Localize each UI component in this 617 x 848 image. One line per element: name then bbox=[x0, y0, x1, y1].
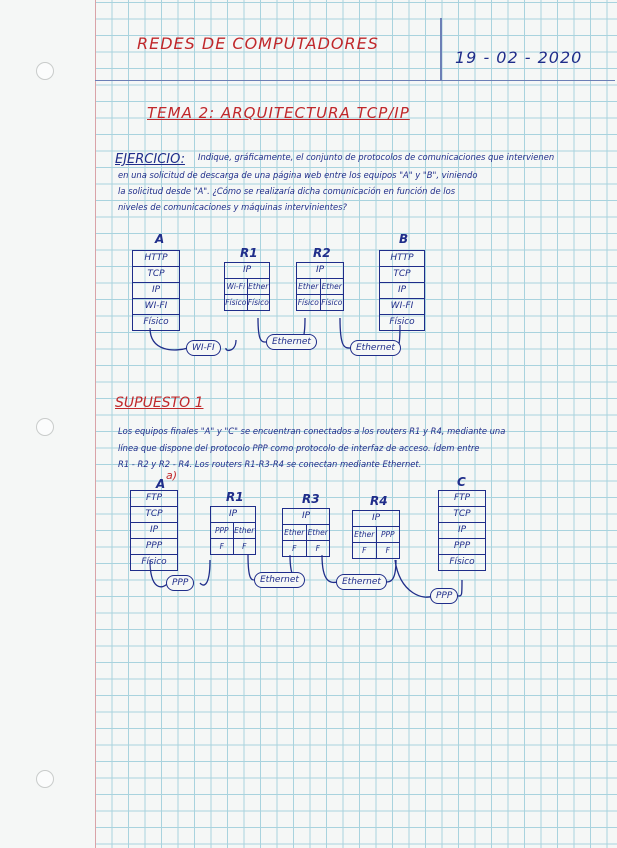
layer-cell: IP bbox=[297, 263, 343, 279]
exercise-line: la solicitud desde "A". ¿Cómo se realizaría dicha comunicación en función de los bbox=[118, 186, 456, 196]
layer-cell: Físico bbox=[141, 557, 167, 567]
supuesto-line: línea que dispone del protocolo PPP como protocolo de interfaz de acceso. Ídem entre bbox=[118, 443, 480, 453]
protocol-stack-a bbox=[132, 250, 180, 331]
link-pill: Ethernet bbox=[266, 334, 317, 350]
layer-cell: WI-FI bbox=[380, 299, 424, 315]
exercise-line: niveles de comunicaciones y máquinas intervinientes? bbox=[118, 202, 347, 212]
router-label: R3 bbox=[302, 492, 320, 506]
layer-cell: Físico bbox=[449, 557, 475, 567]
layer-split bbox=[211, 523, 255, 539]
layer-split bbox=[353, 527, 399, 543]
link-pill: Ethernet bbox=[336, 574, 387, 590]
layer-cell: FTP bbox=[131, 491, 177, 507]
layer-cell: Ether bbox=[321, 282, 342, 291]
layer-cell: FTP bbox=[439, 491, 485, 507]
layer-split bbox=[211, 539, 255, 554]
layer-cell: PPP bbox=[211, 523, 234, 538]
router-label: R1 bbox=[226, 490, 244, 504]
layer-split bbox=[283, 525, 329, 541]
layer-cell: Ether bbox=[307, 528, 328, 537]
layer-cell: TCP bbox=[131, 507, 177, 523]
layer-cell: IP bbox=[133, 283, 179, 299]
protocol-stack-b bbox=[379, 250, 425, 331]
layer-split bbox=[283, 541, 329, 556]
course-title: REDES DE COMPUTADORES bbox=[137, 34, 379, 53]
layer-cell: WI-FI bbox=[133, 299, 179, 315]
layer-cell: Físico bbox=[321, 298, 343, 307]
layer-cell: IP bbox=[380, 283, 424, 299]
layer-cell: Ether bbox=[297, 279, 321, 294]
layer-cell: Físico bbox=[247, 298, 269, 307]
subpart-label: a) bbox=[166, 469, 178, 482]
layer-split bbox=[225, 279, 269, 295]
host-label: C bbox=[457, 475, 466, 489]
router-label: R2 bbox=[313, 246, 331, 260]
router-label: R4 bbox=[370, 494, 388, 508]
layer-cell: Físico bbox=[225, 295, 248, 310]
layer-cell: IP bbox=[211, 507, 255, 523]
layer-cell: PPP bbox=[380, 530, 395, 539]
layer-cell: HTTP bbox=[133, 251, 179, 267]
layer-cell: IP bbox=[439, 523, 485, 539]
layer-cell: Ether bbox=[283, 525, 307, 540]
router-stack-r1 bbox=[224, 262, 270, 311]
layer-cell: IP bbox=[131, 523, 177, 539]
host-label: A bbox=[155, 232, 165, 246]
layer-split bbox=[297, 295, 343, 310]
layer-cell: PPP bbox=[131, 539, 177, 555]
layer-cell: PPP bbox=[439, 539, 485, 555]
supuesto-label: SUPUESTO 1 bbox=[115, 395, 204, 411]
layer-cell: F bbox=[242, 542, 247, 551]
layer-cell: Ether bbox=[248, 282, 269, 291]
link-pill: Ethernet bbox=[254, 572, 305, 588]
topic-title: TEMA 2: ARQUITECTURA TCP/IP bbox=[147, 104, 410, 122]
layer-cell: IP bbox=[283, 509, 329, 525]
layer-cell: HTTP bbox=[380, 251, 424, 267]
layer-cell: F bbox=[211, 539, 234, 554]
layer-cell: IP bbox=[225, 263, 269, 279]
layer-cell: F bbox=[283, 541, 307, 556]
supuesto-line: Los equipos finales "A" y "C" se encuentran conectados a los routers R1 y R4, mediante una bbox=[118, 426, 506, 436]
exercise-line: Indique, gráficamente, el conjunto de protocolos de comunicaciones que intervienen bbox=[198, 152, 555, 162]
link-pill: PPP bbox=[166, 575, 194, 591]
layer-split bbox=[297, 279, 343, 295]
layer-cell: Físico bbox=[389, 317, 415, 327]
router-label: R1 bbox=[240, 246, 258, 260]
host-label: B bbox=[399, 232, 409, 246]
link-pill: Ethernet bbox=[350, 340, 401, 356]
layer-cell: Físico bbox=[297, 295, 321, 310]
link-pill: WI-FI bbox=[186, 340, 221, 356]
protocol-stack-a2 bbox=[130, 490, 178, 571]
host-label: A bbox=[156, 477, 166, 491]
exercise-line: en una solicitud de descarga de una página web entre los equipos "A" y "B", viniendo bbox=[118, 170, 478, 180]
layer-split bbox=[225, 295, 269, 310]
router-stack-r2 bbox=[296, 262, 344, 311]
layer-cell: Wi-Fi bbox=[225, 279, 248, 294]
router-stack-r1b bbox=[210, 506, 256, 555]
layer-cell: Ether bbox=[353, 527, 377, 542]
supuesto-line: R1 - R2 y R2 - R4. Los routers R1-R3-R4 se conectan mediante Ethernet. bbox=[118, 459, 422, 469]
link-pill: PPP bbox=[430, 588, 458, 604]
layer-cell: F bbox=[315, 544, 320, 553]
router-stack-r4 bbox=[352, 510, 400, 559]
layer-split bbox=[353, 543, 399, 558]
layer-cell: Físico bbox=[143, 317, 169, 327]
layer-cell: IP bbox=[353, 511, 399, 527]
layer-cell: TCP bbox=[439, 507, 485, 523]
router-stack-r3 bbox=[282, 508, 330, 557]
exercise-label: EJERCICIO: bbox=[115, 152, 185, 167]
layer-cell: F bbox=[353, 543, 377, 558]
layer-cell: TCP bbox=[380, 267, 424, 283]
protocol-stack-c bbox=[438, 490, 486, 571]
layer-cell: F bbox=[385, 546, 390, 555]
layer-cell: Ether bbox=[234, 526, 255, 535]
date: 19 - 02 - 2020 bbox=[455, 48, 583, 67]
layer-cell: TCP bbox=[133, 267, 179, 283]
